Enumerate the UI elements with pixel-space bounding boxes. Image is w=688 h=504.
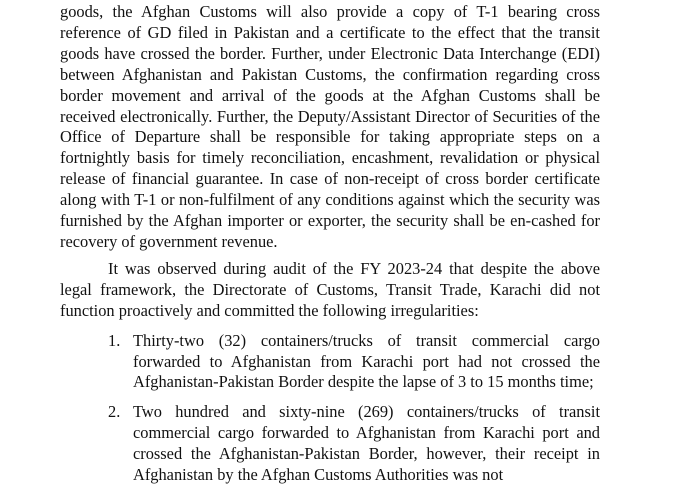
list-item-number: 1. — [108, 330, 121, 350]
list-item — [108, 402, 600, 486]
list-item-text: Thirty-two (32) containers/trucks of transit commercial cargo forwarded to Afghanistan from Karachi port had not crossed the Afghanistan-Pakistan Border despite the lapse of 3 to 15 months time; — [133, 330, 600, 392]
paragraph-legal-framework: goods, the Afghan Customs will also provide a copy of T-1 bearing cross reference of GD filed in Pakistan and a certificate to the effect that the transit goods have crossed the border. Further, under Electronic Data Interchange (EDI) between Afghanistan and Pakistan Customs, the confirmation regarding cross border movement and arrival of the goods at the Afghan Customs shall be received electronically. Further, the Deputy/Assistant Director of Securities of the Office of Departure shall be responsible for taking appropriate steps on a fortnightly basis for timely reconciliation, encashment, revalidation or physical release of financial guarantee. In case of non-receipt of cross border certificate along with T-1 or non-fulfilment of any conditions against which the security was furnished by the Afghan importer or exporter, the security shall be en-cashed for recovery of government revenue. — [60, 2, 600, 251]
list-item-number: 2. — [108, 402, 121, 422]
list-item-text: Two hundred and sixty-nine (269) containers/trucks of transit commercial cargo forwarded to Afghanistan from Karachi port and crossed the Afghanistan-Pakistan Border, however, their receipt in Afghanistan by the Afghan Customs Authorities was not — [133, 402, 600, 485]
list-item — [108, 330, 600, 394]
document-page — [60, 2, 600, 495]
paragraph-audit-observation: It was observed during audit of the FY 2023-24 that despite the above legal framework, the Directorate of Customs, Transit Trade, Karachi did not function proactively and committed the following irregularities: — [60, 258, 600, 320]
irregularities-list — [60, 331, 600, 486]
